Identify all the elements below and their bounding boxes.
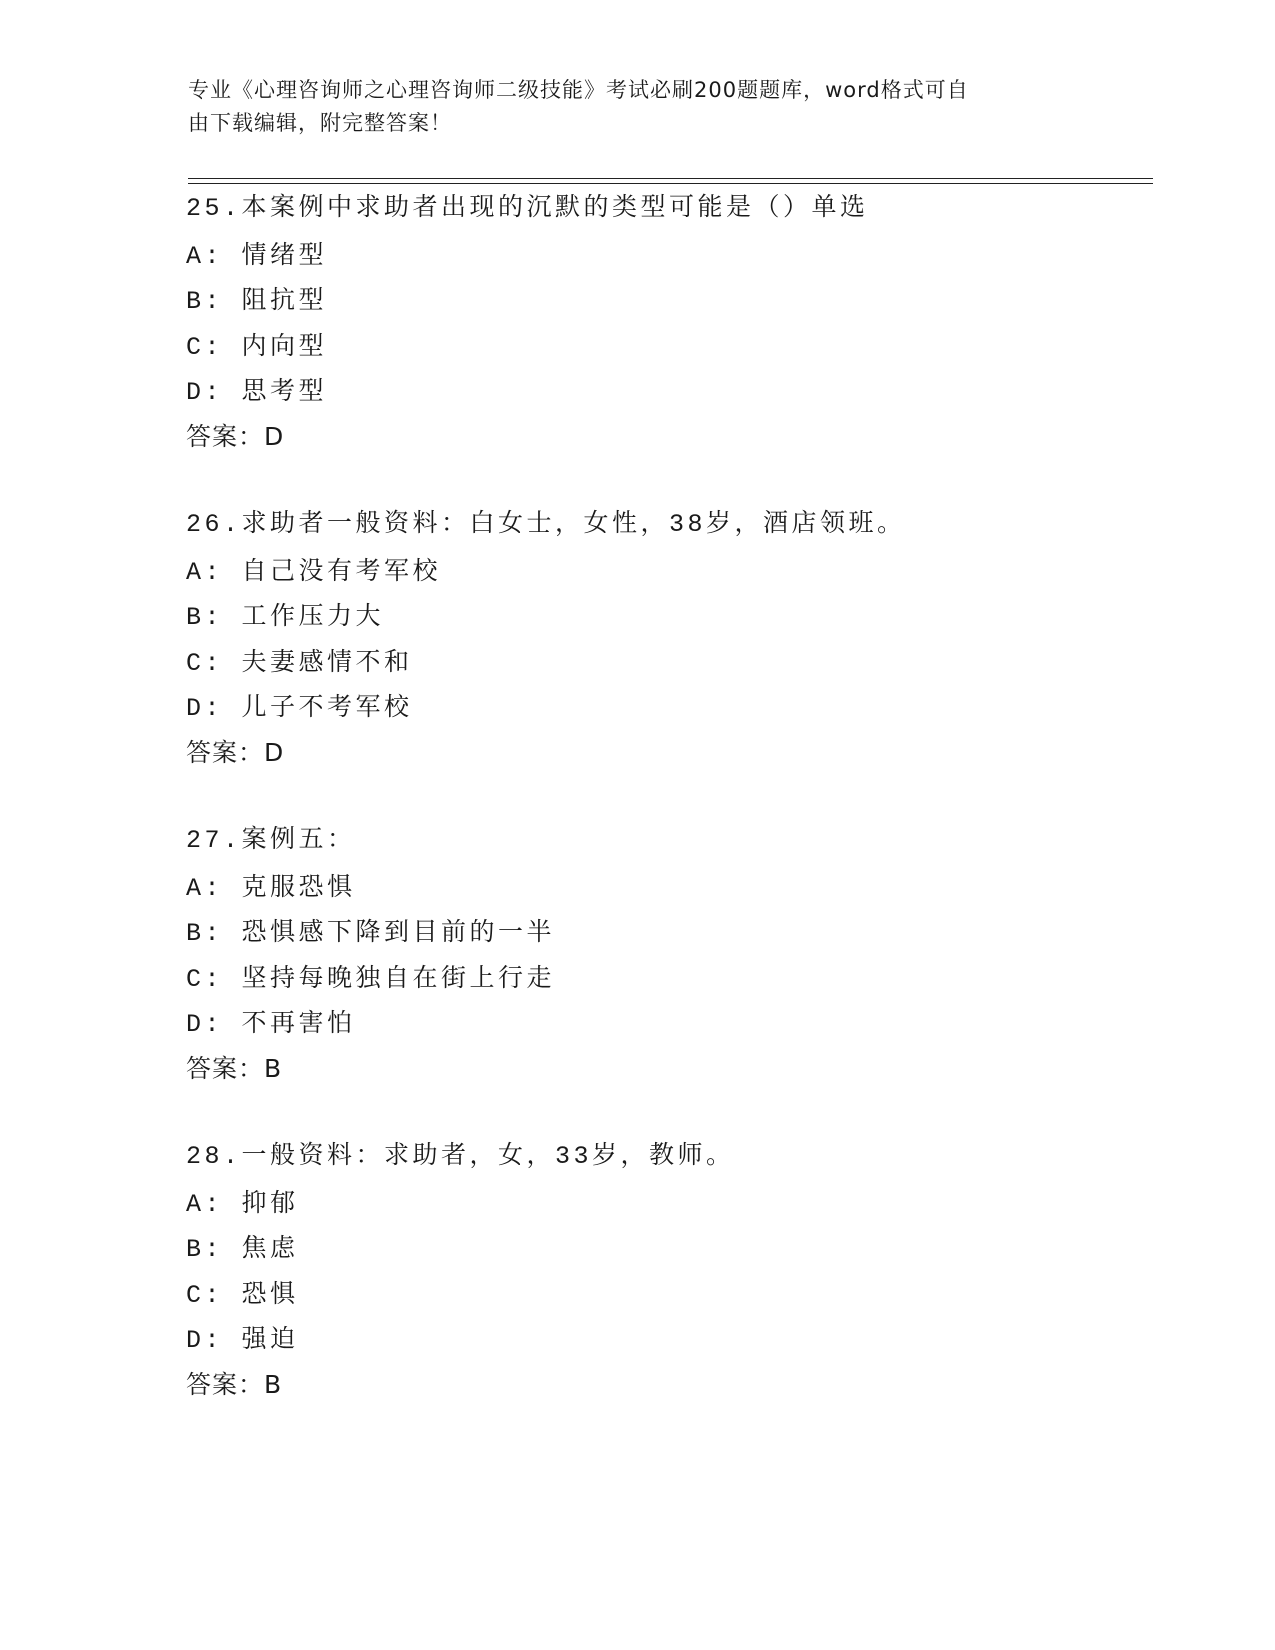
option-a <box>186 548 906 594</box>
option-key: D: <box>186 1010 224 1039</box>
option-key: C: <box>186 648 224 678</box>
option-key: D: <box>186 1326 224 1355</box>
question-26 <box>186 502 906 775</box>
option-d <box>186 684 906 730</box>
option-d <box>186 368 869 414</box>
option-a <box>186 1180 735 1226</box>
option-text: 情绪型 <box>241 239 328 269</box>
option-text: 恐惧感下降到目前的一半 <box>241 917 556 946</box>
answer-line: 答案：D <box>186 421 285 451</box>
option-text: 自己没有考军校 <box>241 555 442 585</box>
option-key: C: <box>186 964 224 994</box>
header-line-1: 专业《心理咨询师之心理咨询师二级技能》考试必刷200题题库，word格式可自 <box>188 78 969 102</box>
option-key: B: <box>186 1235 224 1264</box>
option-key: A: <box>186 1189 224 1219</box>
header-divider-bottom <box>188 183 1153 184</box>
answer-line: 答案：B <box>186 1053 283 1083</box>
document-header-note <box>188 74 1068 140</box>
option-key: A: <box>186 873 224 903</box>
option-a <box>186 232 869 278</box>
option-c <box>186 639 906 685</box>
option-key: B: <box>186 603 224 632</box>
question-stem: 25.本案例中求助者出现的沉默的类型可能是（）单选 <box>186 194 869 223</box>
option-text: 工作压力大 <box>241 601 385 630</box>
question-28 <box>186 1134 735 1407</box>
option-a <box>186 864 555 910</box>
option-key: B: <box>186 919 224 948</box>
question-stem: 28.一般资料：求助者，女，33岁，教师。 <box>186 1142 735 1171</box>
answer-line: 答案：B <box>186 1369 283 1399</box>
option-b <box>186 277 869 323</box>
option-key: D: <box>186 694 224 723</box>
option-text: 坚持每晚独自在街上行走 <box>241 962 556 992</box>
option-text: 克服恐惧 <box>241 871 356 901</box>
answer-line: 答案：D <box>186 737 285 767</box>
option-c <box>186 323 869 369</box>
option-b <box>186 1225 735 1271</box>
option-text: 阻抗型 <box>241 285 328 314</box>
question-stem: 27.案例五： <box>186 826 356 855</box>
option-b <box>186 593 906 639</box>
option-text: 强迫 <box>241 1324 299 1353</box>
question-stem: 26.求助者一般资料：白女士，女性，38岁，酒店领班。 <box>186 510 906 539</box>
option-d <box>186 1000 555 1046</box>
option-text: 内向型 <box>241 330 328 360</box>
option-c <box>186 955 555 1001</box>
option-text: 思考型 <box>241 376 328 405</box>
question-27 <box>186 818 555 1091</box>
option-text: 夫妻感情不和 <box>241 646 413 676</box>
option-text: 焦虑 <box>241 1233 299 1262</box>
option-b <box>186 909 555 955</box>
header-divider-top <box>188 178 1153 179</box>
header-line-2: 由下载编辑，附完整答案！ <box>188 111 452 135</box>
option-text: 恐惧 <box>241 1278 299 1308</box>
option-text: 抑郁 <box>241 1187 299 1217</box>
option-key: D: <box>186 378 224 407</box>
option-d <box>186 1316 735 1362</box>
option-key: A: <box>186 557 224 587</box>
option-key: B: <box>186 287 224 316</box>
option-key: A: <box>186 241 224 271</box>
question-25 <box>186 186 869 459</box>
option-text: 不再害怕 <box>241 1008 356 1037</box>
option-key: C: <box>186 1280 224 1310</box>
option-key: C: <box>186 332 224 362</box>
option-c <box>186 1271 735 1317</box>
option-text: 儿子不考军校 <box>241 692 413 721</box>
